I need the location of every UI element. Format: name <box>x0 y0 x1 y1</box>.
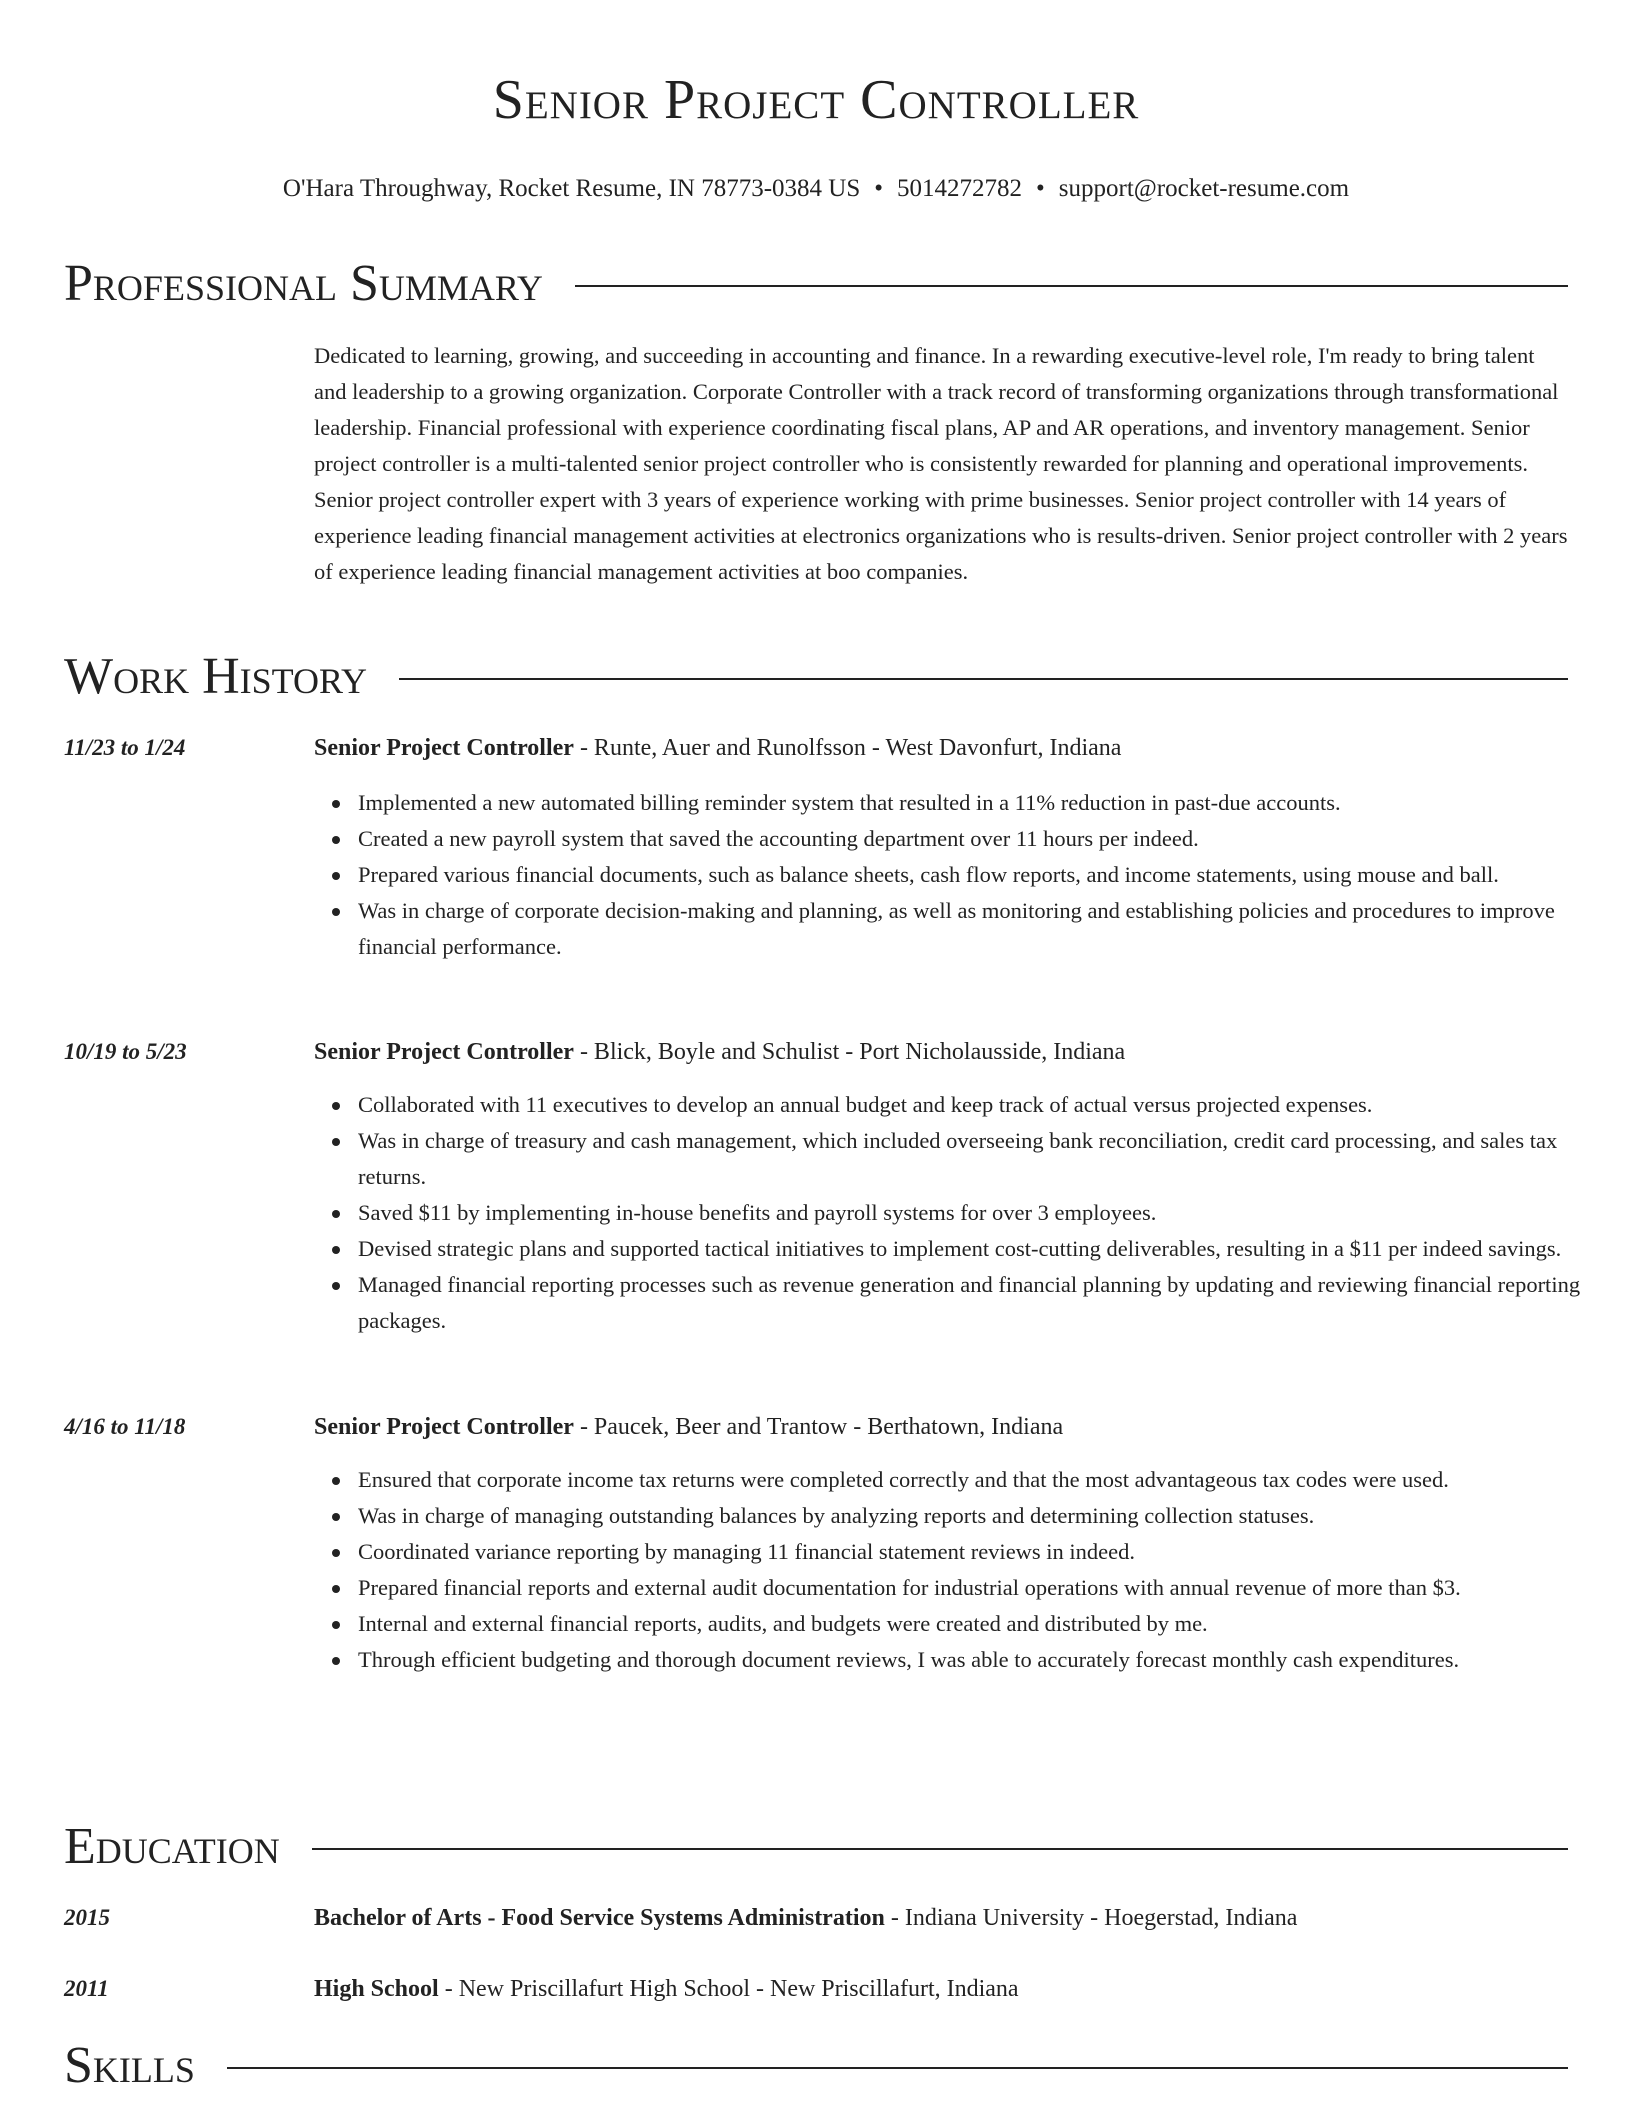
contact-separator: • <box>1036 175 1045 202</box>
job-employer-location: - Runte, Auer and Runolfsson - West Davonfurt, Indiana <box>573 735 1122 761</box>
education-title-line <box>314 1900 1568 1936</box>
section-title-education: Education <box>64 1818 280 1875</box>
job-bullets <box>358 1462 1628 1678</box>
job-title-line <box>314 1409 1568 1445</box>
education-school-location: - New Priscillafurt High School - New Priscillafurt, Indiana <box>438 1976 1019 2002</box>
education-year: 2015 <box>64 1905 110 1930</box>
education-degree: Bachelor of Arts - Food Service Systems Administration <box>314 1905 885 1931</box>
section-header-skills <box>64 2034 1568 2098</box>
section-divider <box>399 678 1568 680</box>
section-title-work-history: Work History <box>64 648 368 705</box>
section-header-work-history <box>64 645 1568 709</box>
section-header-summary <box>64 252 1568 316</box>
job-title: Senior Project Controller <box>314 735 574 761</box>
education-year: 2011 <box>64 1976 109 2001</box>
job-bullet: Was in charge of treasury and cash management, which included overseeing bank reconciliation, credit card processing, and sales tax returns. <box>358 1123 1628 1195</box>
job-bullet: Ensured that corporate income tax returns were completed correctly and that the most advantageous tax codes were used. <box>358 1462 1628 1498</box>
section-divider <box>575 285 1568 287</box>
job-employer-location: - Blick, Boyle and Schulist - Port Nicholausside, Indiana <box>573 1039 1126 1065</box>
education-title-line <box>314 1971 1568 2007</box>
resume-title: Senior Project Controller <box>492 69 1140 131</box>
job-title: Senior Project Controller <box>314 1414 574 1440</box>
job-title-line <box>314 1034 1568 1070</box>
job-dates: 4/16 to 11/18 <box>64 1414 186 1439</box>
job-bullets <box>358 1087 1628 1339</box>
job-dates: 10/19 to 5/23 <box>64 1039 187 1064</box>
job-title: Senior Project Controller <box>314 1039 574 1065</box>
job-bullet: Was in charge of corporate decision-making and planning, as well as monitoring and establishing policies and procedures to improve financial performance. <box>358 893 1628 965</box>
contact-email[interactable]: support@rocket-resume.com <box>1058 175 1350 202</box>
job-bullet: Coordinated variance reporting by managing 11 financial statement reviews in indeed. <box>358 1534 1628 1570</box>
job-employer-location: - Paucek, Beer and Trantow - Berthatown, Indiana <box>573 1414 1064 1440</box>
section-header-education <box>64 1815 1568 1879</box>
job-bullet: Managed financial reporting processes such as revenue generation and financial planning by updating and reviewing financial reporting packages. <box>358 1267 1628 1339</box>
job-bullet: Through efficient budgeting and thorough document reviews, I was able to accurately forecast monthly cash expenditures. <box>358 1642 1628 1678</box>
contact-address: O'Hara Throughway, Rocket Resume, IN 78773-0384 US <box>282 175 861 202</box>
job-bullet: Prepared financial reports and external audit documentation for industrial operations with annual revenue of more than $3. <box>358 1570 1628 1606</box>
job-bullets <box>358 785 1628 965</box>
job-bullet: Internal and external financial reports, audits, and budgets were created and distributed by me. <box>358 1606 1628 1642</box>
contact-line <box>0 172 1632 206</box>
job-bullet: Was in charge of managing outstanding balances by analyzing reports and determining collection statuses. <box>358 1498 1628 1534</box>
job-bullet: Collaborated with 11 executives to develop an annual budget and keep track of actual versus projected expenses. <box>358 1087 1628 1123</box>
job-bullet: Prepared various financial documents, such as balance sheets, cash flow reports, and income statements, using mouse and ball. <box>358 857 1628 893</box>
education-school-location: - Indiana University - Hoegerstad, Indiana <box>884 1905 1298 1931</box>
section-title-skills: Skills <box>64 2037 195 2094</box>
section-divider <box>227 2067 1568 2069</box>
education-degree: High School <box>314 1976 439 2002</box>
contact-phone: 5014272782 <box>897 175 1023 202</box>
job-dates: 11/23 to 1/24 <box>64 735 186 760</box>
job-bullet: Saved $11 by implementing in-house benefits and payroll systems for over 3 employees. <box>358 1195 1628 1231</box>
contact-separator: • <box>874 175 884 202</box>
job-bullet: Created a new payroll system that saved the accounting department over 11 hours per indeed. <box>358 821 1628 857</box>
job-bullet: Implemented a new automated billing reminder system that resulted in a 11% reduction in past-due accounts. <box>358 785 1628 821</box>
section-title-summary: Professional Summary <box>64 255 543 312</box>
job-bullet: Devised strategic plans and supported tactical initiatives to implement cost-cutting deliverables, resulting in a $11 per indeed savings. <box>358 1231 1628 1267</box>
job-title-line <box>314 730 1568 766</box>
summary-text: Dedicated to learning, growing, and succeeding in accounting and finance. In a rewarding executive-level role, I'm ready to bring talent and leadership to a growing organization. Corporate Controller with a track record of transforming organizations through transformational leadership. Financial professional with experience coordinating fiscal plans, AP and AR operations, and inventory management. Senior project controller is a multi-talented senior project controller who is consistently rewarded for planning and operational improvements. Senior project controller expert with 3 years of experience working with prime businesses. Senior project controller with 14 years of experience leading financial management activities at electronics organizations who is results-driven. Senior project controller with 2 years of experience leading financial management activities at boo companies. <box>314 343 1568 584</box>
section-divider <box>312 1848 1568 1850</box>
